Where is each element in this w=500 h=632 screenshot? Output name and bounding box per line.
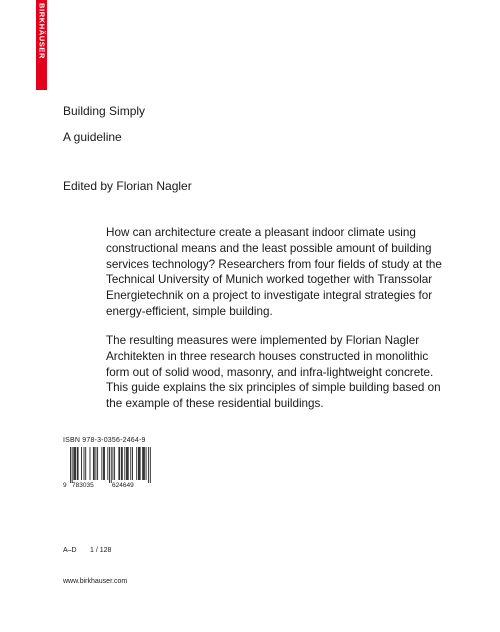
barcode-bar	[143, 447, 144, 480]
barcode-bar	[144, 447, 145, 480]
barcode-bar	[93, 447, 94, 480]
barcode-bar	[127, 447, 128, 480]
barcode-digit-first: 9	[63, 482, 67, 489]
barcode-bar	[139, 447, 140, 480]
barcode-bar	[70, 447, 71, 483]
barcode-digit-group-2: 624649	[112, 482, 134, 489]
barcode-bar	[142, 447, 143, 480]
website-link[interactable]: www.birkhauser.com	[63, 578, 128, 585]
barcode-bar	[73, 447, 74, 480]
barcode-bar	[78, 447, 79, 480]
barcode-bar	[77, 447, 78, 480]
barcode-bar	[94, 447, 95, 480]
blurb-paragraph-2: The resulting measures were implemented by Florian Nagler Architekten in three research houses constructed in monolithic form out of solid wood, masonry, and infra-lightweight concrete. This guide explains the six principles of simple building based on the example of these residential buildings.	[106, 334, 441, 411]
barcode-bar	[74, 447, 75, 480]
book-editor: Edited by Florian Nagler	[63, 179, 192, 193]
isbn-label: ISBN 978-3-0356-2464-9	[63, 437, 146, 444]
barcode-bar	[72, 447, 73, 483]
barcode-bar	[138, 447, 139, 480]
barcode-bar	[122, 447, 123, 480]
barcode-bar	[136, 447, 137, 480]
barcode-bar	[111, 447, 112, 483]
barcode-bars	[70, 447, 151, 483]
barcode-bar	[113, 447, 114, 480]
barcode-digit-group-1: 783035	[72, 482, 94, 489]
barcode-bar	[150, 447, 151, 483]
barcode-bar	[107, 447, 108, 480]
barcode-bar	[81, 447, 82, 480]
barcode-bar	[114, 447, 115, 480]
barcode-bar	[118, 447, 119, 480]
publisher-logo-text: BIRKHÄUSER	[37, 3, 47, 60]
barcode-bar	[101, 447, 102, 480]
barcode-bar	[75, 447, 76, 480]
barcode-bar	[109, 447, 110, 483]
barcode-bar	[146, 447, 147, 480]
barcode-bar	[103, 447, 104, 480]
edition-label: A–D	[63, 547, 77, 554]
barcode-bar	[130, 447, 131, 480]
barcode-bar	[126, 447, 127, 480]
barcode-bar	[124, 447, 125, 480]
barcode-bar	[132, 447, 133, 480]
barcode-bar	[121, 447, 122, 480]
pages-label: 1 / 128	[90, 547, 112, 554]
blurb-paragraph-1: How can architecture create a pleasant indoor climate using constructional means and the least possible amount of building services technology? Researchers from four fields of study at the Technical University of Munich worked together with Transsolar Energietechnik on a project to investigate integral strategies for energy-efficient, simple building.	[106, 226, 442, 318]
barcode-bar	[97, 447, 98, 480]
barcode-bar	[119, 447, 120, 480]
barcode-bar	[148, 447, 149, 483]
barcode-bar	[90, 447, 91, 480]
book-subtitle: A guideline	[63, 130, 122, 144]
barcode-bar	[128, 447, 129, 480]
isbn-barcode	[63, 447, 153, 489]
barcode-bar	[84, 447, 85, 480]
barcode-bar	[96, 447, 97, 480]
barcode-bar	[104, 447, 105, 480]
publisher-logo-tab	[36, 0, 47, 90]
book-title: Building Simply	[63, 104, 146, 118]
barcode-bar	[85, 447, 86, 480]
barcode-bar	[140, 447, 141, 480]
